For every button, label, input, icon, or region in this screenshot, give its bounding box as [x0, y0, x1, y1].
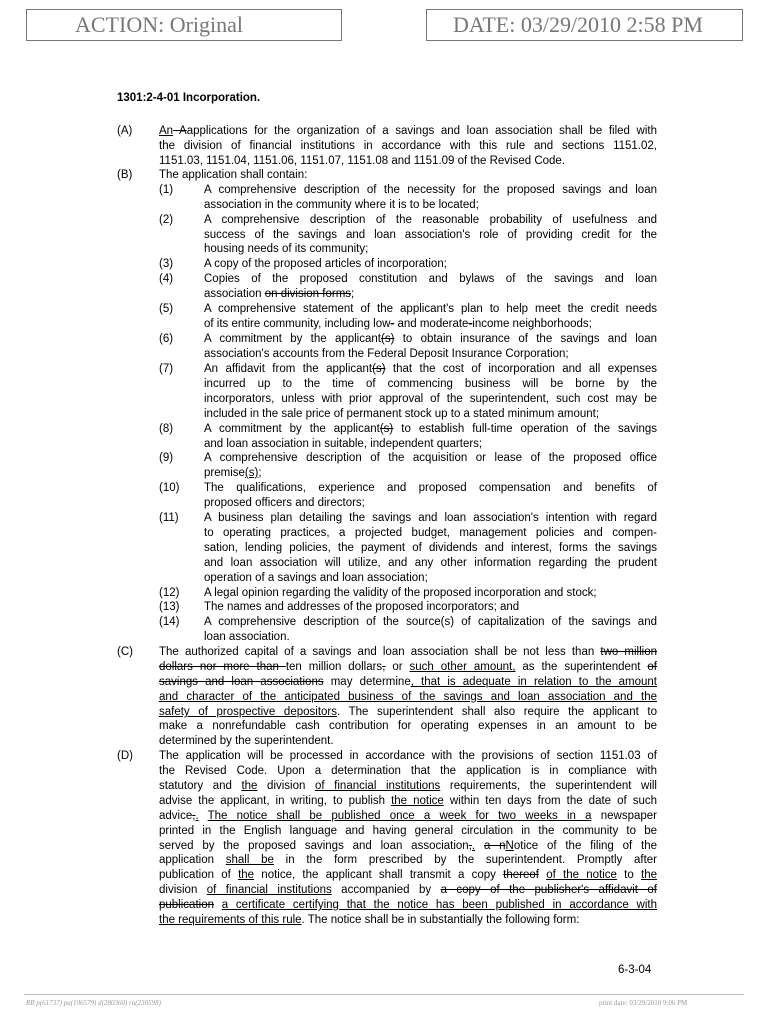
para-d-line-3: statutory and the division of financial institutions requirements, the superintendent will	[159, 780, 657, 792]
item-8-line-2: and loan association in suitable, independent quarters;	[204, 438, 483, 450]
label-8: (8)	[159, 423, 174, 435]
para-a-line-2: the division of financial institutions in accordance with this rule and sections 1151.02,	[159, 140, 657, 152]
label-9: (9)	[159, 452, 174, 464]
para-d-line-11: publication a certificate certifying that the notice has been published in accordance with	[159, 899, 657, 911]
para-a-line-1: An Aapplications for the organization of a savings and loan association shall be filed with	[159, 125, 657, 137]
label-C: (C)	[117, 646, 133, 658]
para-d-line-1: The application will be processed in accordance with the provisions of section 1151.03 of	[159, 750, 657, 762]
item-13-line-1: The names and addresses of the proposed incorporators; and	[204, 601, 520, 613]
label-12: (12)	[159, 587, 180, 599]
label-13: (13)	[159, 601, 180, 613]
rule-title: 1301:2-4-01 Incorporation.	[117, 92, 261, 104]
item-8-line-1: A commitment by the applicant(s) to establish full-time operation of the savings	[204, 423, 658, 435]
item-11-line-1: A business plan detailing the savings and loan association's intention with regard	[204, 512, 657, 524]
item-7-line-1: An affidavit from the applicant(s) that the cost of incorporation and all expenses	[204, 363, 657, 375]
para-c-line-6: make a nonrefundable cash contribution for operating expenses in an amount to be	[159, 720, 657, 732]
item-11-line-4: and loan association will utilize, and any other information regarding the prudent	[204, 557, 657, 569]
action-header-box	[26, 9, 342, 41]
item-11-line-3: sation, lending policies, the payment of dividends and interest, forms the savings	[204, 542, 657, 554]
item-11-line-5: operation of a savings and loan association;	[204, 572, 428, 584]
para-d-line-12: the requirements of this rule. The notice shall be in substantially the following form:	[159, 914, 580, 926]
label-7: (7)	[159, 363, 174, 375]
label-6: (6)	[159, 333, 174, 345]
para-d-line-7: served by the proposed savings and loan association,. a nNotice of the filing of the	[159, 840, 657, 852]
label-4: (4)	[159, 273, 174, 285]
item-2-line-3: housing needs of its community;	[204, 243, 369, 255]
action-label: ACTION: Original	[75, 12, 244, 37]
item-4-line-2: association on division forms;	[204, 288, 355, 300]
para-d-line-9: publication of the notice, the applicant shall transmit a copy thereof of the notice to the	[159, 869, 658, 881]
date-header-box	[426, 9, 743, 41]
label-A: (A)	[117, 125, 133, 137]
item-14-line-2: loan association.	[204, 631, 290, 643]
para-c-line-7: determined by the superintendent.	[159, 735, 334, 747]
item-7-line-4: included in the sale price of permanent stock up to a stated minimum amount;	[204, 408, 600, 420]
para-d-line-10: division of financial institutions accompanied by a copy of the publisher's affidavit of	[159, 884, 657, 896]
label-11: (11)	[159, 512, 179, 524]
item-9-line-2: premise(s);	[204, 467, 262, 479]
para-b-line-1: The application shall contain:	[159, 169, 308, 181]
para-d-line-8: application shall be in the form prescribed by the superintendent. Promptly after	[159, 854, 658, 866]
label-10: (10)	[159, 482, 180, 494]
item-2-line-2: success of the savings and loan association's role of providing credit for the	[204, 229, 657, 241]
para-c-line-1: The authorized capital of a savings and loan association shall be not less than two million	[159, 646, 657, 658]
item-3-line-1: A copy of the proposed articles of incorporation;	[204, 258, 447, 270]
para-d-line-5: advice,. The notice shall be published once a week for two weeks in a newspaper	[159, 810, 657, 822]
label-D: (D)	[117, 750, 133, 762]
para-c-line-2: dollars nor more than ten million dollars, or such other amount, as the superintendent of	[159, 661, 657, 673]
para-c-line-3: savings and loan associations may determine, that is adequate in relation to the amount	[159, 676, 657, 688]
item-2-line-1: A comprehensive description of the reasonable probability of usefulness and	[204, 214, 657, 226]
item-9-line-1: A comprehensive description of the acquisition or lease of the proposed office	[204, 452, 657, 464]
para-d-line-4: advise the applicant, in writing, to publish the notice within ten days from the date of such	[159, 795, 657, 807]
item-12-line-1: A legal opinion regarding the validity of the proposed incorporation and stock;	[204, 587, 597, 599]
item-1-line-1: A comprehensive description of the necessity for the proposed savings and loan	[204, 184, 657, 196]
item-14-line-1: A comprehensive description of the source(s) of capitalization of the savings and	[204, 616, 657, 628]
label-5: (5)	[159, 303, 174, 315]
item-5-line-1: A comprehensive statement of the applicant's plan to help meet the credit needs	[204, 303, 657, 315]
footer-reference: RB p(61737) pa(106579) d(280360) ra(230598)	[26, 999, 161, 1007]
label-2: (2)	[159, 214, 174, 226]
item-6-line-2: association's accounts from the Federal Deposit Insurance Corporation;	[204, 348, 569, 360]
para-d-line-6: printed in the English language and having general circulation in the community to be	[159, 825, 657, 837]
para-c-line-5: safety of prospective depositors. The superintendent shall also require the applicant to	[159, 706, 657, 718]
para-c-line-4: and character of the anticipated business of the savings and loan association and the	[159, 691, 657, 703]
item-7-line-3: incorporators, unless with prior approval of the superintendent, such cost may be	[204, 393, 657, 405]
date-label: DATE: 03/29/2010 2:58 PM	[453, 12, 703, 37]
item-10-line-1: The qualifications, experience and proposed compensation and benefits of	[204, 482, 657, 494]
label-3: (3)	[159, 258, 174, 270]
label-B: (B)	[117, 169, 133, 181]
para-d-line-2: the Revised Code. Upon a determination that the application is in compliance with	[159, 765, 657, 777]
para-a-line-3: 1151.03, 1151.04, 1151.06, 1151.07, 1151.08 and 1151.09 of the Revised Code.	[159, 155, 566, 167]
item-7-line-2: incurred up to the time of commencing business will be borne by the	[204, 378, 657, 390]
item-6-line-1: A commitment by the applicant(s) to obtain insurance of the savings and loan	[204, 333, 657, 345]
label-1: (1)	[159, 184, 174, 196]
footer-print-date: print date: 03/29/2010 9:06 PM	[599, 999, 688, 1007]
item-10-line-2: proposed officers and directors;	[204, 497, 365, 509]
label-14: (14)	[159, 616, 180, 628]
item-1-line-2: association in the community where it is to be located;	[204, 199, 479, 211]
footer-divider	[24, 994, 744, 995]
item-11-line-2: to operating practices, a projected budget, management policies and compen-	[204, 527, 657, 539]
item-5-line-2: of its entire community, including low- and moderate-income neighborhoods;	[204, 318, 592, 330]
item-4-line-1: Copies of the proposed constitution and bylaws of the savings and loan	[204, 273, 657, 285]
page-number: 6-3-04	[618, 964, 652, 976]
